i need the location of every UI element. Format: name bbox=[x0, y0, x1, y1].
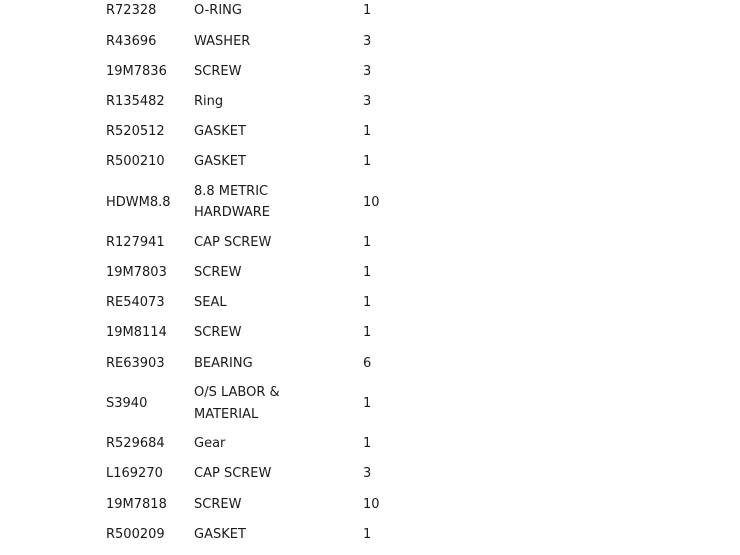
table-row bbox=[0, 459, 740, 489]
part-number: RE54073 bbox=[106, 295, 165, 311]
table-row bbox=[0, 378, 740, 428]
part-quantity: 10 bbox=[363, 496, 380, 512]
part-quantity: 1 bbox=[363, 436, 372, 452]
part-number: L169270 bbox=[106, 466, 163, 482]
part-quantity: 1 bbox=[363, 325, 372, 341]
part-quantity: 1 bbox=[363, 234, 372, 250]
table-row bbox=[0, 318, 740, 348]
part-number: 19M7836 bbox=[106, 63, 167, 79]
part-description: SCREW bbox=[194, 325, 242, 341]
table-row bbox=[0, 117, 740, 147]
table-row bbox=[0, 519, 740, 549]
part-description: GASKET bbox=[194, 124, 246, 140]
part-description: WASHER bbox=[194, 33, 251, 49]
part-description: GASKET bbox=[194, 154, 246, 170]
part-description: Gear bbox=[194, 436, 226, 452]
part-number: R135482 bbox=[106, 93, 165, 109]
part-number: 19M7818 bbox=[106, 496, 167, 512]
part-number: 19M7803 bbox=[106, 265, 167, 281]
part-quantity: 1 bbox=[363, 265, 372, 281]
part-description: 8.8 METRIC HARDWARE bbox=[194, 183, 270, 221]
part-quantity: 3 bbox=[363, 63, 372, 79]
table-row bbox=[0, 177, 740, 227]
part-description: O/S LABOR & MATERIAL bbox=[194, 385, 280, 422]
table-row bbox=[0, 288, 740, 318]
part-description: GASKET bbox=[194, 526, 246, 542]
part-quantity: 10 bbox=[363, 194, 380, 210]
part-description: SEAL bbox=[194, 295, 227, 311]
part-description: O-RING bbox=[194, 3, 242, 19]
part-quantity: 1 bbox=[363, 526, 372, 542]
table-row bbox=[0, 348, 740, 378]
part-description: SCREW bbox=[194, 265, 242, 281]
part-description: SCREW bbox=[194, 496, 242, 512]
part-quantity: 1 bbox=[363, 395, 372, 411]
part-number: R43696 bbox=[106, 33, 157, 49]
part-description: CAP SCREW bbox=[194, 234, 272, 250]
part-quantity: 1 bbox=[363, 154, 372, 170]
part-number: R529684 bbox=[106, 436, 165, 452]
table-row bbox=[0, 429, 740, 459]
part-number: R127941 bbox=[106, 234, 165, 250]
part-description: CAP SCREW bbox=[194, 466, 272, 482]
part-quantity: 3 bbox=[363, 466, 372, 482]
part-number: HDWM8.8 bbox=[106, 194, 171, 210]
part-quantity: 3 bbox=[363, 93, 372, 109]
part-quantity: 1 bbox=[363, 295, 372, 311]
table-row bbox=[0, 147, 740, 177]
part-quantity: 3 bbox=[363, 33, 372, 49]
part-description: SCREW bbox=[194, 63, 242, 79]
part-number: R520512 bbox=[106, 124, 165, 140]
part-number: 19M8114 bbox=[106, 325, 167, 341]
part-number: S3940 bbox=[106, 395, 148, 411]
part-number: R72328 bbox=[106, 3, 157, 19]
part-number: RE63903 bbox=[106, 355, 165, 371]
table-row bbox=[0, 0, 740, 26]
part-description: BEARING bbox=[194, 355, 253, 371]
table-row bbox=[0, 56, 740, 86]
part-quantity: 1 bbox=[363, 124, 372, 140]
part-number: R500210 bbox=[106, 154, 165, 170]
table-row bbox=[0, 26, 740, 56]
part-quantity: 1 bbox=[363, 3, 372, 19]
table-row bbox=[0, 258, 740, 288]
part-description: Ring bbox=[194, 93, 224, 109]
table-row bbox=[0, 228, 740, 258]
table-row bbox=[0, 489, 740, 519]
part-number: R500209 bbox=[106, 526, 165, 542]
table-row bbox=[0, 87, 740, 117]
part-quantity: 6 bbox=[363, 355, 372, 371]
